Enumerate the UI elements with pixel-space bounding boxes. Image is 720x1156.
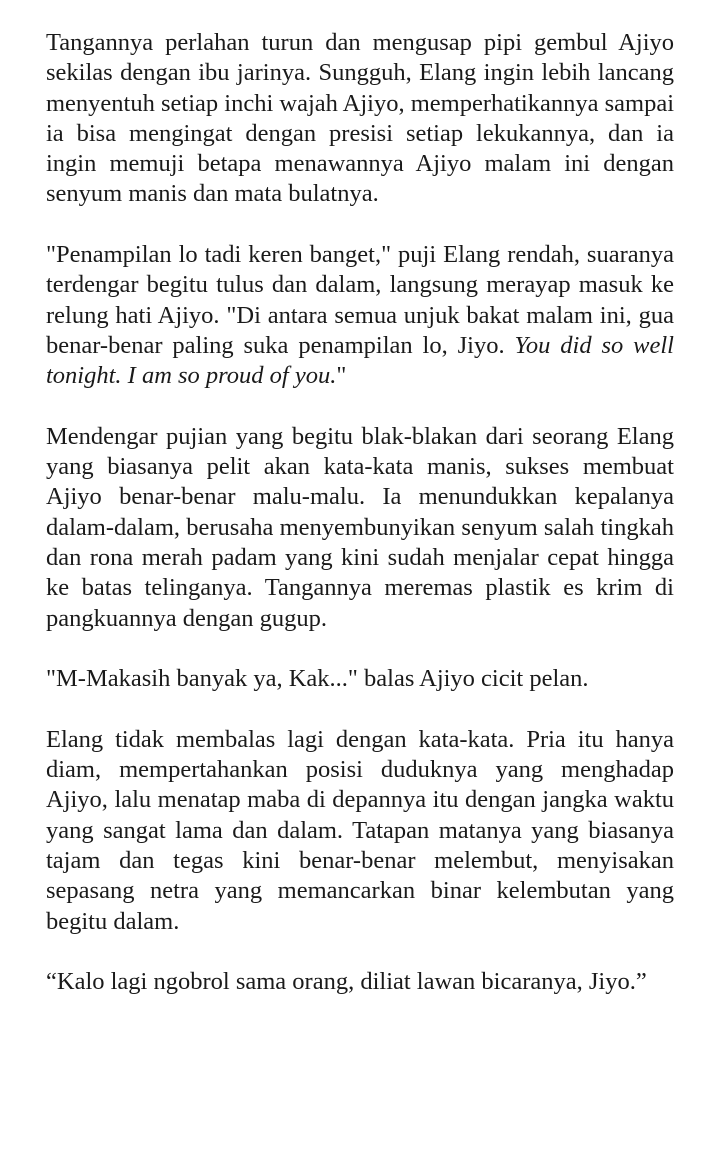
paragraph-2 xyxy=(46,240,674,391)
story-page xyxy=(46,28,674,1028)
dialogue-text: "Penampilan lo tadi keren banget," puji Elang rendah, suaranya terdengar begitu tulus dan dalam, langsung merayap masuk ke relung hati Ajiyo. "Di antara semua unjuk bakat malam ini, gua benar-benar paling suka penampilan lo, Jiyo. xyxy=(46,241,674,359)
paragraph-4: "M-Makasih banyak ya, Kak..." balas Ajiyo cicit pelan. xyxy=(46,665,589,693)
paragraph-5: Elang tidak membalas lagi dengan kata-kata. Pria itu hanya diam, mempertahankan posisi duduknya yang menghadap Ajiyo, lalu menatap maba di depannya itu dengan jangka waktu yang sangat lama dan dalam. Tatapan matanya yang biasanya tajam dan tegas kini benar-benar melembut, menyisakan sepasang netra yang memancarkan binar kelembutan yang begitu dalam. xyxy=(46,725,674,935)
paragraph-1: Tangannya perlahan turun dan mengusap pipi gembul Ajiyo sekilas dengan ibu jarinya. Sungguh, Elang ingin lebih lancang menyentuh setiap inchi wajah Ajiyo, memperhatikannya sampai ia bisa mengingat dengan presisi setiap lekukannya, dan ia ingin memuji betapa menawannya Ajiyo malam ini dengan senyum manis dan mata bulatnya. xyxy=(46,29,674,208)
italic-english-phrase: You did so well tonight. I am so proud of you. xyxy=(46,331,674,390)
paragraph-6: “Kalo lagi ngobrol sama orang, diliat lawan bicaranya, Jiyo.” xyxy=(46,968,647,996)
closing-quote: " xyxy=(336,362,347,390)
paragraph-3: Mendengar pujian yang begitu blak-blakan dari seorang Elang yang biasanya pelit akan kata-kata manis, sukses membuat Ajiyo benar-benar malu-malu. Ia menundukkan kepalanya dalam-dalam, berusaha menyembunyikan senyum salah tingkah dan rona merah padam yang kini sudah menjalar cepat hingga ke batas telinganya. Tangannya meremas plastik es krim di pangkuannya dengan gugup. xyxy=(46,422,674,632)
